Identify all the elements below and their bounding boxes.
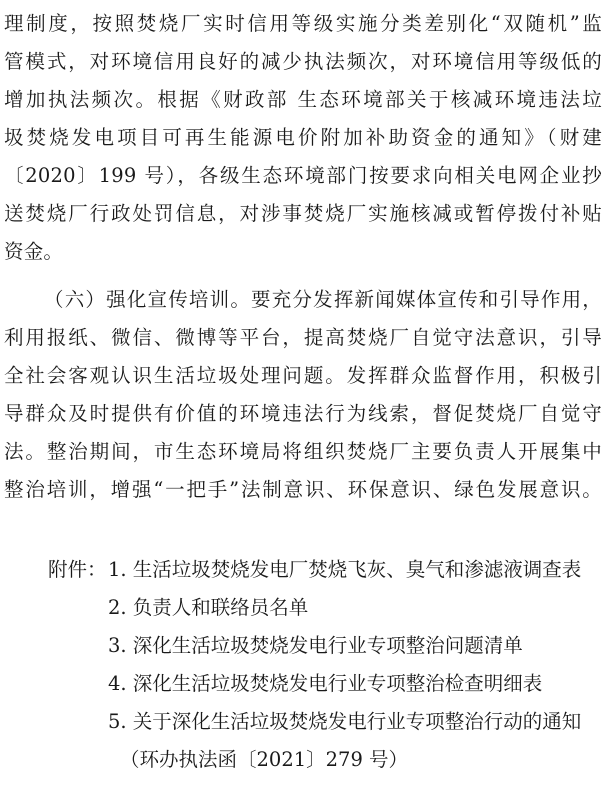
paragraph-2-line-5: 法。整治期间，市生态环境局将组织焚烧厂主要负责人开展集中 [4, 440, 602, 463]
paragraph-1-line-6: 送焚烧厂行政处罚信息，对涉事焚烧厂实施核减或暂停拨付补贴 [4, 202, 602, 225]
attachment-item-1: 1. 生活垃圾焚烧发电厂焚烧飞灰、臭气和渗滤液调查表 [108, 558, 582, 581]
attachment-item-2: 2. 负责人和联络员名单 [108, 596, 309, 619]
paragraph-1-line-1: 理制度，按照焚烧厂实时信用等级实施分类差别化“双随机”监 [4, 12, 602, 35]
attachments-label: 附件： [48, 558, 107, 581]
paragraph-1-line-7: 资金。 [4, 240, 64, 263]
attachment-item-5: 5. 关于深化生活垃圾焚烧发电行业专项整治行动的通知 [108, 710, 582, 733]
attachment-item-5-continuation: （环办执法函〔2021〕279 号） [120, 748, 409, 771]
paragraph-2-line-2: 利用报纸、微信、微博等平台，提高焚烧厂自觉守法意识，引导 [4, 326, 602, 349]
paragraph-2-line-4: 导群众及时提供有价值的环境违法行为线索，督促焚烧厂自觉守 [4, 402, 602, 425]
paragraph-2-line-3: 全社会客观认识生活垃圾处理问题。发挥群众监督作用，积极引 [4, 364, 602, 387]
paragraph-1-line-5: 〔2020〕199 号），各级生态环境部门按要求向相关电网企业抄 [4, 164, 602, 187]
paragraph-2-line-6: 整治培训，增强“一把手”法制意识、环保意识、绿色发展意识。 [4, 478, 602, 501]
paragraph-1-line-4: 圾焚烧发电项目可再生能源电价附加补助资金的通知》（财建 [4, 126, 602, 149]
attachment-item-3: 3. 深化生活垃圾焚烧发电行业专项整治问题清单 [108, 634, 523, 657]
paragraph-2-line-1: （六）强化宣传培训。要充分发挥新闻媒体宣传和引导作用， [44, 288, 602, 311]
paragraph-1-line-2: 管模式，对环境信用良好的减少执法频次，对环境信用等级低的 [4, 50, 602, 73]
paragraph-1-line-3: 增加执法频次。根据《财政部 生态环境部关于核减环境违法垃 [4, 88, 602, 111]
attachment-item-4: 4. 深化生活垃圾焚烧发电行业专项整治检查明细表 [108, 672, 543, 695]
